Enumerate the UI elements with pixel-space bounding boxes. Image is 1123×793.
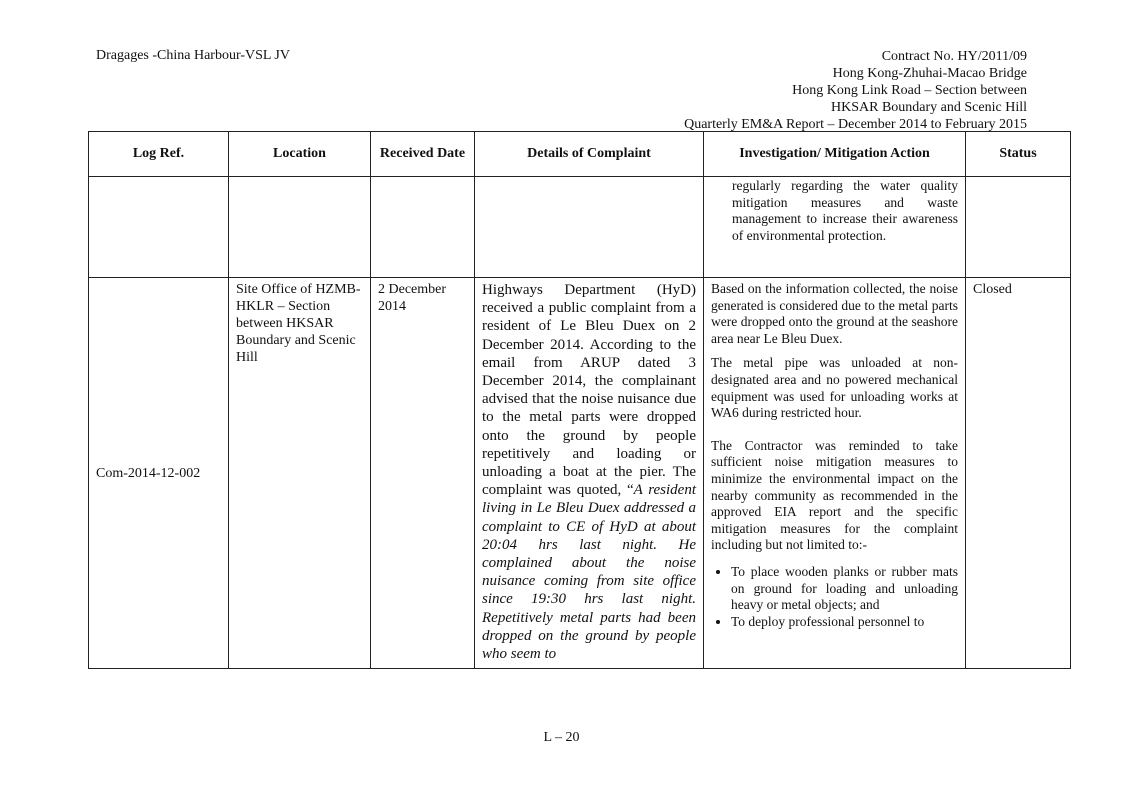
col-header-investigation: Investigation/ Mitigation Action: [704, 132, 966, 177]
empty-cell: [966, 177, 1071, 278]
investigation-para: The Contractor was reminded to take sufficient noise mitigation measures to minimize the environmental impact on the nearby community as recommended in the approved EIA report and the specific mitigation measures for the complaint including but not limited to:-: [711, 437, 958, 553]
project-name: Hong Kong-Zhuhai-Macao Bridge: [832, 66, 1027, 81]
received-date: 2 December 2014: [378, 282, 447, 314]
complaint-quote: A resident living in Le Bleu Duex addressed a complaint to CE of HyD at about 20:04 hrs last night. He complained about the noise nuisance coming from site office since 19:30 hrs last night. Repetitively metal parts had been dropped on the ground by people who seem to: [482, 482, 696, 663]
location-cell: [229, 278, 371, 669]
col-header-details: Details of Complaint: [475, 132, 704, 177]
investigation-action: [704, 278, 965, 630]
complaint-log-table: [88, 131, 1071, 669]
status: Closed: [973, 282, 1012, 297]
col-header-location: Location: [229, 132, 371, 177]
report-title: Quarterly EM&A Report – December 2014 to February 2015: [684, 117, 1027, 132]
col-header-received-date: Received Date: [371, 132, 475, 177]
empty-cell: [475, 177, 704, 278]
mitigation-list: [711, 564, 958, 630]
investigation-cell: [704, 278, 966, 669]
investigation-para: Based on the information collected, the noise generated is considered due to the metal parts were dropped onto the ground at the seashore area near Le Bleu Duex.: [711, 281, 958, 346]
status-cell: [966, 278, 1071, 669]
complaint-intro: Highways Department (HyD) received a public complaint from a resident of Le Bleu Duex on 2 December 2014. According to the email from ARUP dated 3 December 2014, the complainant advised that the noise nuisance due to the metal parts were dropped onto the ground by people repetitively and loading or unloading a boat at the pier. The complaint was quoted, “: [482, 282, 696, 499]
contract-number: Contract No. HY/2011/09: [881, 49, 1027, 64]
col-header-log-ref: Log Ref.: [89, 132, 229, 177]
contractor-name: Dragages -China Harbour-VSL JV: [96, 48, 290, 63]
list-item: • To place wooden planks or rubber mats on ground for loading and unloading heavy or metal objects; and: [731, 564, 958, 614]
investigation-continuation-cell: [704, 177, 966, 278]
report-header: [527, 48, 1027, 133]
table-row: [89, 177, 1071, 278]
project-section-cont: HKSAR Boundary and Scenic Hill: [831, 100, 1027, 115]
empty-cell: [371, 177, 475, 278]
investigation-para: The metal pipe was unloaded at non-designated area and no powered mechanical equipment was used for unloading works at WA6 during restricted hour.: [711, 355, 958, 421]
page-number: L – 20: [543, 730, 580, 745]
log-ref: Com-2014-12-002: [96, 465, 201, 481]
empty-cell: [89, 177, 229, 278]
location: Site Office of HZMB-HKLR – Section between HKSAR Boundary and Scenic Hill: [236, 282, 361, 365]
project-section: Hong Kong Link Road – Section between: [792, 83, 1027, 98]
col-header-status: Status: [966, 132, 1071, 177]
complaint-details-cell: [475, 278, 704, 669]
complaint-details: [475, 278, 703, 666]
table-row: [89, 278, 1071, 669]
log-ref-cell: [89, 278, 229, 669]
empty-cell: [229, 177, 371, 278]
list-item: • To deploy professional personnel to: [731, 614, 958, 631]
received-date-cell: [371, 278, 475, 669]
table-header-row: [89, 132, 1071, 177]
investigation-continuation: regularly regarding the water quality mitigation measures and waste management to increase their awareness of environmental protection.: [732, 178, 958, 243]
